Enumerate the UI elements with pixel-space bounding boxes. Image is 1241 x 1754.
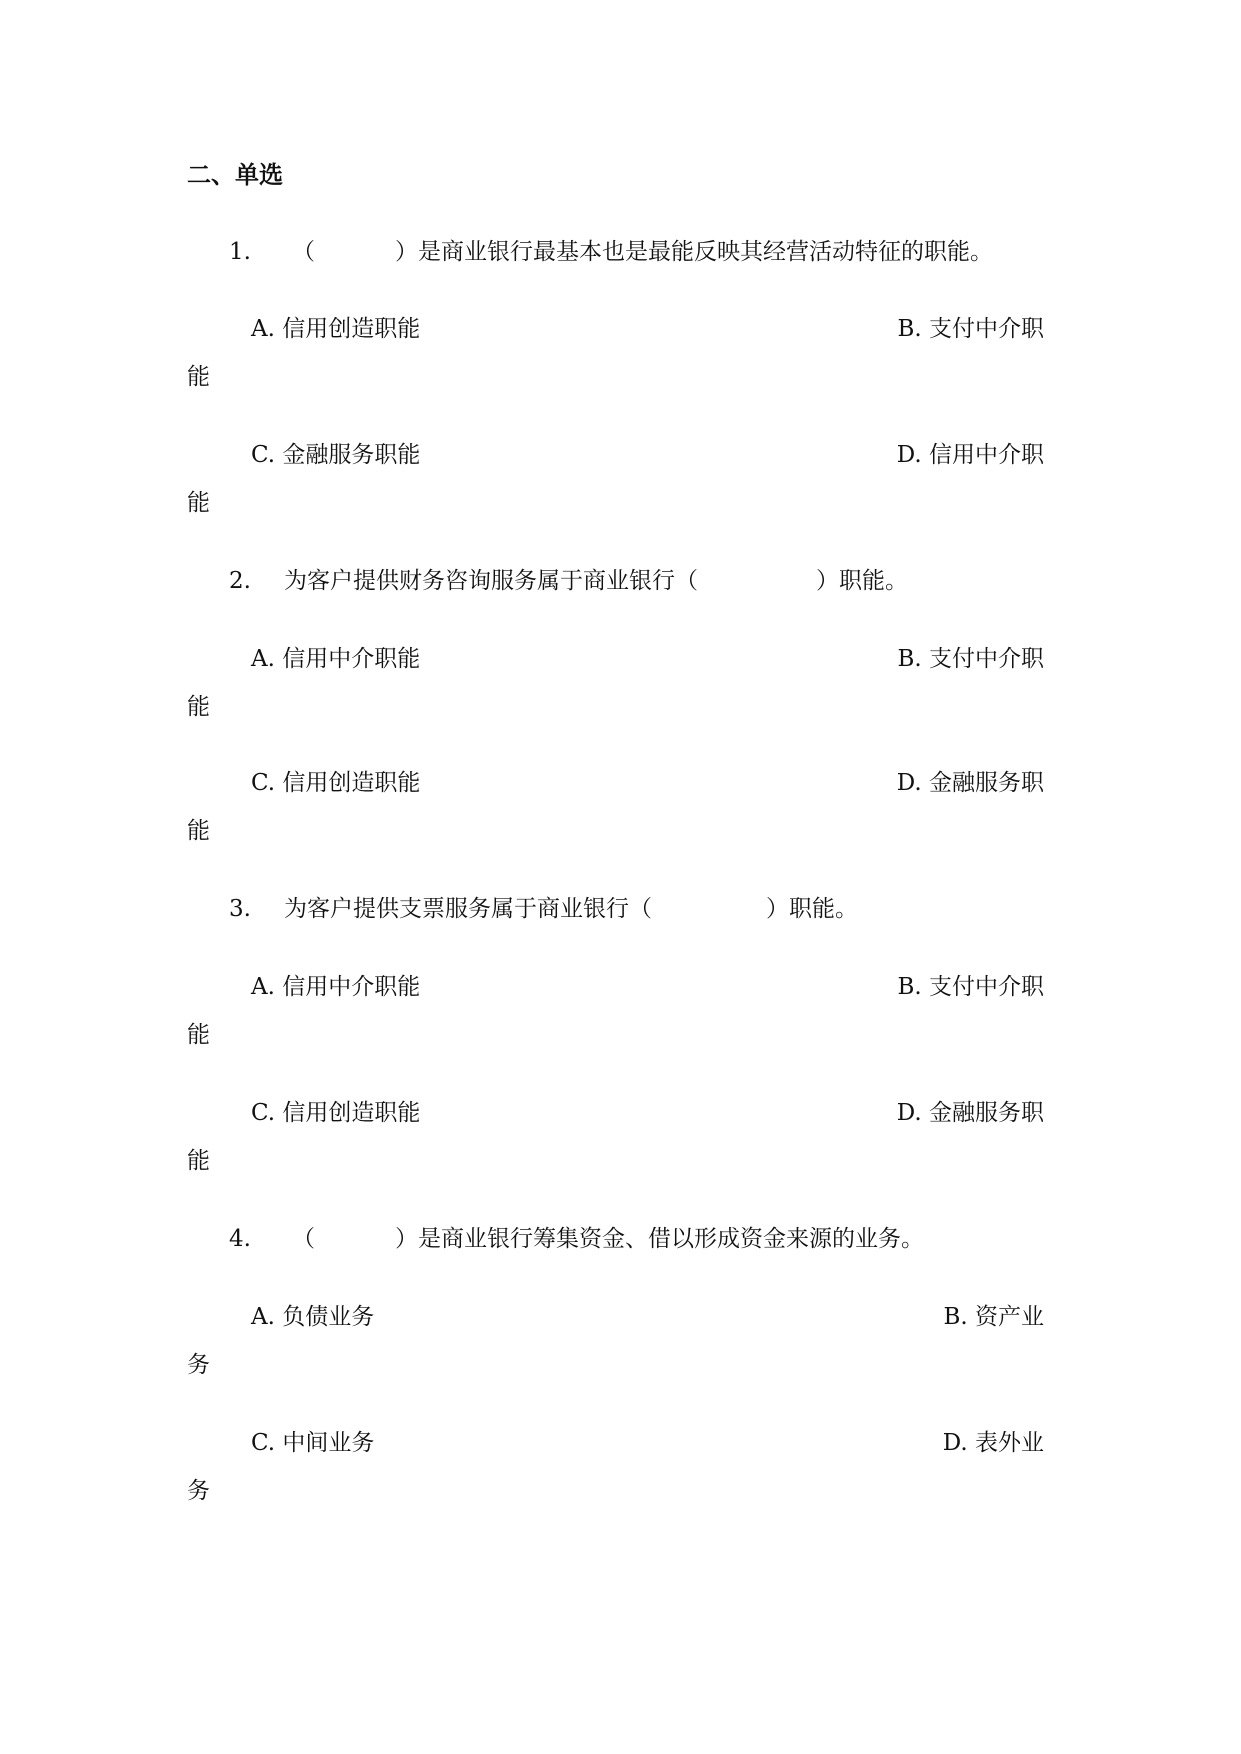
question-stem-tail: ）职能。 bbox=[816, 568, 908, 594]
option-b-wrap: 务 bbox=[187, 1352, 210, 1378]
question-number: 3. bbox=[229, 896, 251, 922]
answer-blank-open: （ bbox=[292, 239, 315, 265]
option-a: A. 信用中介职能 bbox=[251, 974, 421, 1000]
question-stem: 为客户提供支票服务属于商业银行（ bbox=[284, 896, 652, 922]
question-stem-tail: ）职能。 bbox=[766, 896, 858, 922]
option-c: C. 信用创造职能 bbox=[251, 770, 421, 796]
option-d: D. 金融服务职 bbox=[896, 1100, 1044, 1126]
option-b: B. 资产业 bbox=[943, 1304, 1044, 1330]
option-d: D. 表外业 bbox=[942, 1430, 1044, 1456]
option-b-wrap: 能 bbox=[187, 364, 210, 390]
question-number: 4. bbox=[229, 1226, 251, 1252]
option-d: D. 金融服务职 bbox=[896, 770, 1044, 796]
question-stem: 为客户提供财务咨询服务属于商业银行（ bbox=[284, 568, 698, 594]
option-d-wrap: 能 bbox=[187, 490, 210, 516]
question-number: 1. bbox=[229, 239, 251, 265]
question-stem: ）是商业银行最基本也是最能反映其经营活动特征的职能。 bbox=[395, 239, 993, 265]
option-c: C. 信用创造职能 bbox=[251, 1100, 421, 1126]
option-b: B. 支付中介职 bbox=[897, 316, 1044, 342]
answer-blank-open: （ bbox=[292, 1226, 315, 1252]
option-a: A. 信用中介职能 bbox=[251, 646, 421, 672]
option-c: C. 中间业务 bbox=[251, 1430, 375, 1456]
option-b-wrap: 能 bbox=[187, 1022, 210, 1048]
question-number: 2. bbox=[229, 568, 251, 594]
option-a: A. 信用创造职能 bbox=[251, 316, 421, 342]
question-stem: ）是商业银行筹集资金、借以形成资金来源的业务。 bbox=[395, 1226, 924, 1252]
option-c: C. 金融服务职能 bbox=[251, 442, 421, 468]
option-d-wrap: 能 bbox=[187, 818, 210, 844]
option-b: B. 支付中介职 bbox=[897, 646, 1044, 672]
option-b: B. 支付中介职 bbox=[897, 974, 1044, 1000]
option-d-wrap: 务 bbox=[187, 1478, 210, 1504]
option-b-wrap: 能 bbox=[187, 694, 210, 720]
option-a: A. 负债业务 bbox=[251, 1304, 375, 1330]
option-d-wrap: 能 bbox=[187, 1148, 210, 1174]
option-d: D. 信用中介职 bbox=[896, 442, 1044, 468]
section-title: 二、单选 bbox=[187, 161, 283, 189]
